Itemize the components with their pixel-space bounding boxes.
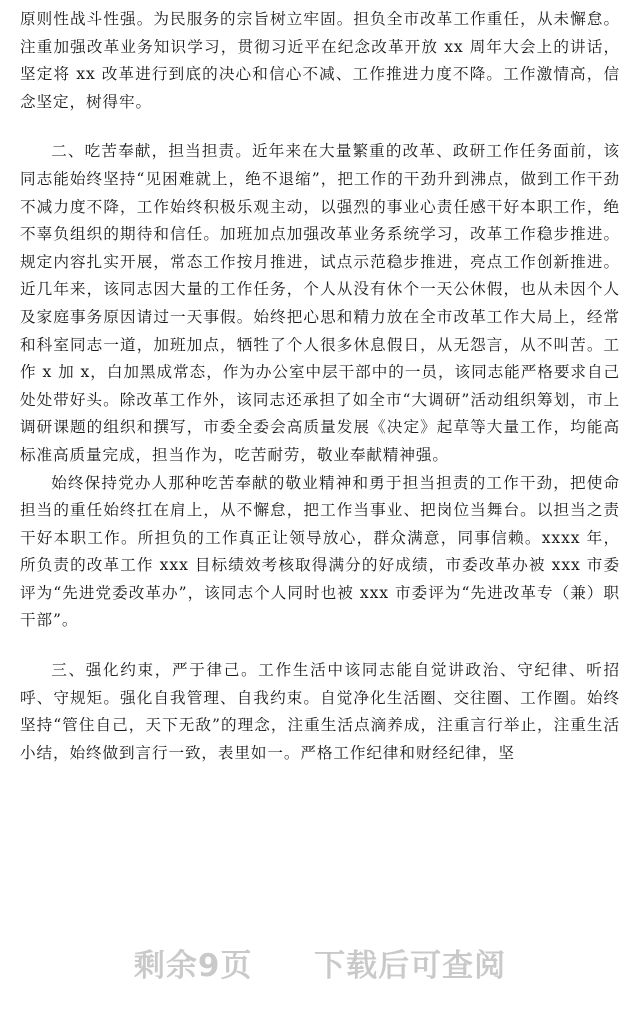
download-banner[interactable] — [0, 940, 640, 985]
paragraph-2: 二、吃苦奉献，担当担责。近年来在大量繁重的改革、政研工作任务面前，该同志能始终坚持“见困难就上，绝不退缩”，把工作的干劲升到沸点，做到工作干劲不减力度不降，工作始终积极乐观主动，以强烈的事业心责任感干好本职工作，绝不辜负组织的期待和信任。加班加点加强改革业务系统学习，改革工作稳步推进。规定内容扎实开展，常态工作按月推进，试点示范稳步推进，亮点工作创新推进。近几年来，该同志因大量的工作任务，个人从没有休个一天公休假，也从未因个人及家庭事务原因请过一天事假。始终把心思和精力放在全市改革工作大局上，经常和科室同志一道，加班加点，牺牲了个人很多休息假日，从无怨言，从不叫苦。工作 x 加 x，白加黑成常态，作为办公室中层干部中的一员，该同志能严格要求自己处处带好头。除改革工作外，该同志还承担了如全市“大调研”活动组织筹划，市上调研课题的组织和撰写，市委全委会高质量发展《决定》起草等大量工作，均能高标准高质量完成，担当作为，吃苦耐劳，敬业奉献精神强。 — [20, 142, 620, 464]
download-hint-label: 下载后可查阅 — [314, 948, 507, 984]
paragraph-1: 原则性战斗性强。为民服务的宗旨树立牢固。担负全市改革工作重任，从未懈怠。注重加强改革业务知识学习，贯彻习近平在纪念改革开放 xx 周年大会上的讲话，坚定将 xx 改革进行到底的决心和信心不减、工作推进力度不降。工作激情高，信念坚定，树得牢。 — [20, 10, 620, 111]
remaining-pages-label: 剩余9页 — [133, 948, 253, 984]
paragraph-spacer — [20, 635, 620, 657]
paragraph-spacer — [20, 116, 620, 138]
paragraph-4: 三、强化约束，严于律己。工作生活中该同志能自觉讲政治、守纪律、听招呼、守规矩。强化自我管理、自我约束。自觉净化生活圈、交往圈、工作圈。始终坚持“管住自己，天下无敌”的理念，注重生活点滴养成，注重言行举止，注重生活小结，始终做到言行一致，表里如一。严格工作纪律和财经纪律，坚 — [20, 661, 620, 762]
paragraph-3: 始终保持党办人那种吃苦奉献的敬业精神和勇于担当担责的工作干劲，把使命担当的重任始终扛在肩上，从不懈怠，把工作当事业、把岗位当舞台。以担当之责干好本职工作。所担负的工作真正让领导放心，群众满意，同事信赖。xxxx 年，所负责的改革工作 xxx 目标绩效考核取得满分的好成绩，市委改革办被 xxx 市委评为“先进党委改革办”，该同志个人同时也被 xxx 市委评为“先进改革专（兼）职干部”。 — [20, 473, 620, 630]
document-body — [20, 6, 620, 767]
